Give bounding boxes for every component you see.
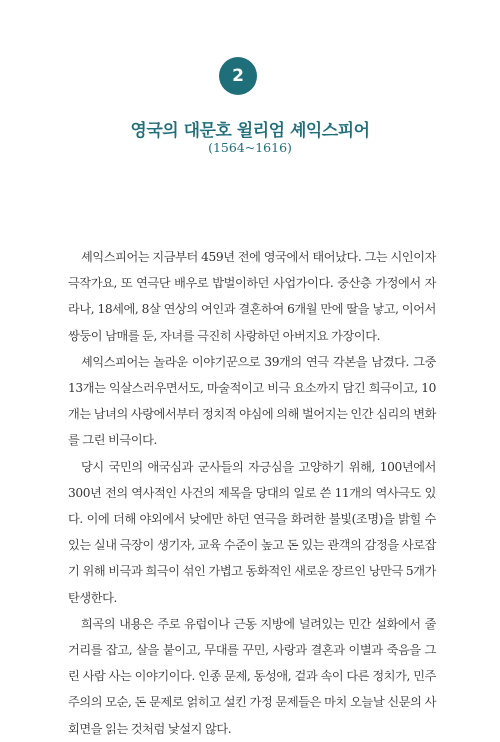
- chapter-title: 영국의 대문호 윌리엄 셰익스피어: [130, 121, 370, 141]
- paragraph: 당시 국민의 애국심과 군사들의 자긍심을 고양하기 위해, 100년에서 300년 전의 역사적인 사건의 제목을 당대의 일로 쓴 11개의 역사극도 있다. 이에 더해 야외에서 낮에만 하던 연극을 화려한 불빛(조명)을 밝힐 수 있는 실내 극장이 생기자, 교육 수준이 높고 돈 있는 관객의 감정을 사로잡기 위해 비극과 희극이 섞인 가볍고 동화적인 새로운 장르인 낭만극 5개가 탄생한다.: [68, 459, 436, 605]
- chapter-years: (1564~1616): [208, 140, 292, 155]
- paragraph: 희곡의 내용은 주로 유럽이나 근동 지방에 널려있는 민간 설화에서 줄거리를 잡고, 살을 붙이고, 무대를 꾸민, 사랑과 결혼과 이별과 죽음을 그린 사람 사는 이야기이다. 인종 문제, 동성애, 겉과 속이 다른 정치가, 민주주의의 모순, 돈 문제로 얽히고 설킨 가정 문제들은 마치 오늘날 신문의 사회면을 읽는 것처럼 낯설지 않다.: [68, 616, 436, 736]
- paragraph: 셰익스피어는 지금부터 459년 전에 영국에서 태어났다. 그는 시인이자 극작가요, 또 연극단 배우로 밥벌이하던 사업가이다. 중산층 가정에서 자라나, 18세에, 8살 연상의 여인과 결혼하여 6개월 만에 딸을 낳고, 이어서 쌍둥이 남매를 둔, 자녀를 극진히 사랑하던 아버지요 가장이다.: [68, 250, 436, 343]
- paragraph: 셰익스피어는 놀라운 이야기꾼으로 39개의 연극 각본을 남겼다. 그중 13개는 익살스러우면서도, 마술적이고 비극 요소까지 담긴 희극이고, 10개는 남녀의 사랑에서부터 정치적 야심에 의해 벌어지는 인간 심리의 변화를 그린 비극이다.: [68, 354, 436, 448]
- chapter-number-badge: 2: [219, 57, 257, 95]
- body-text: [68, 244, 436, 742]
